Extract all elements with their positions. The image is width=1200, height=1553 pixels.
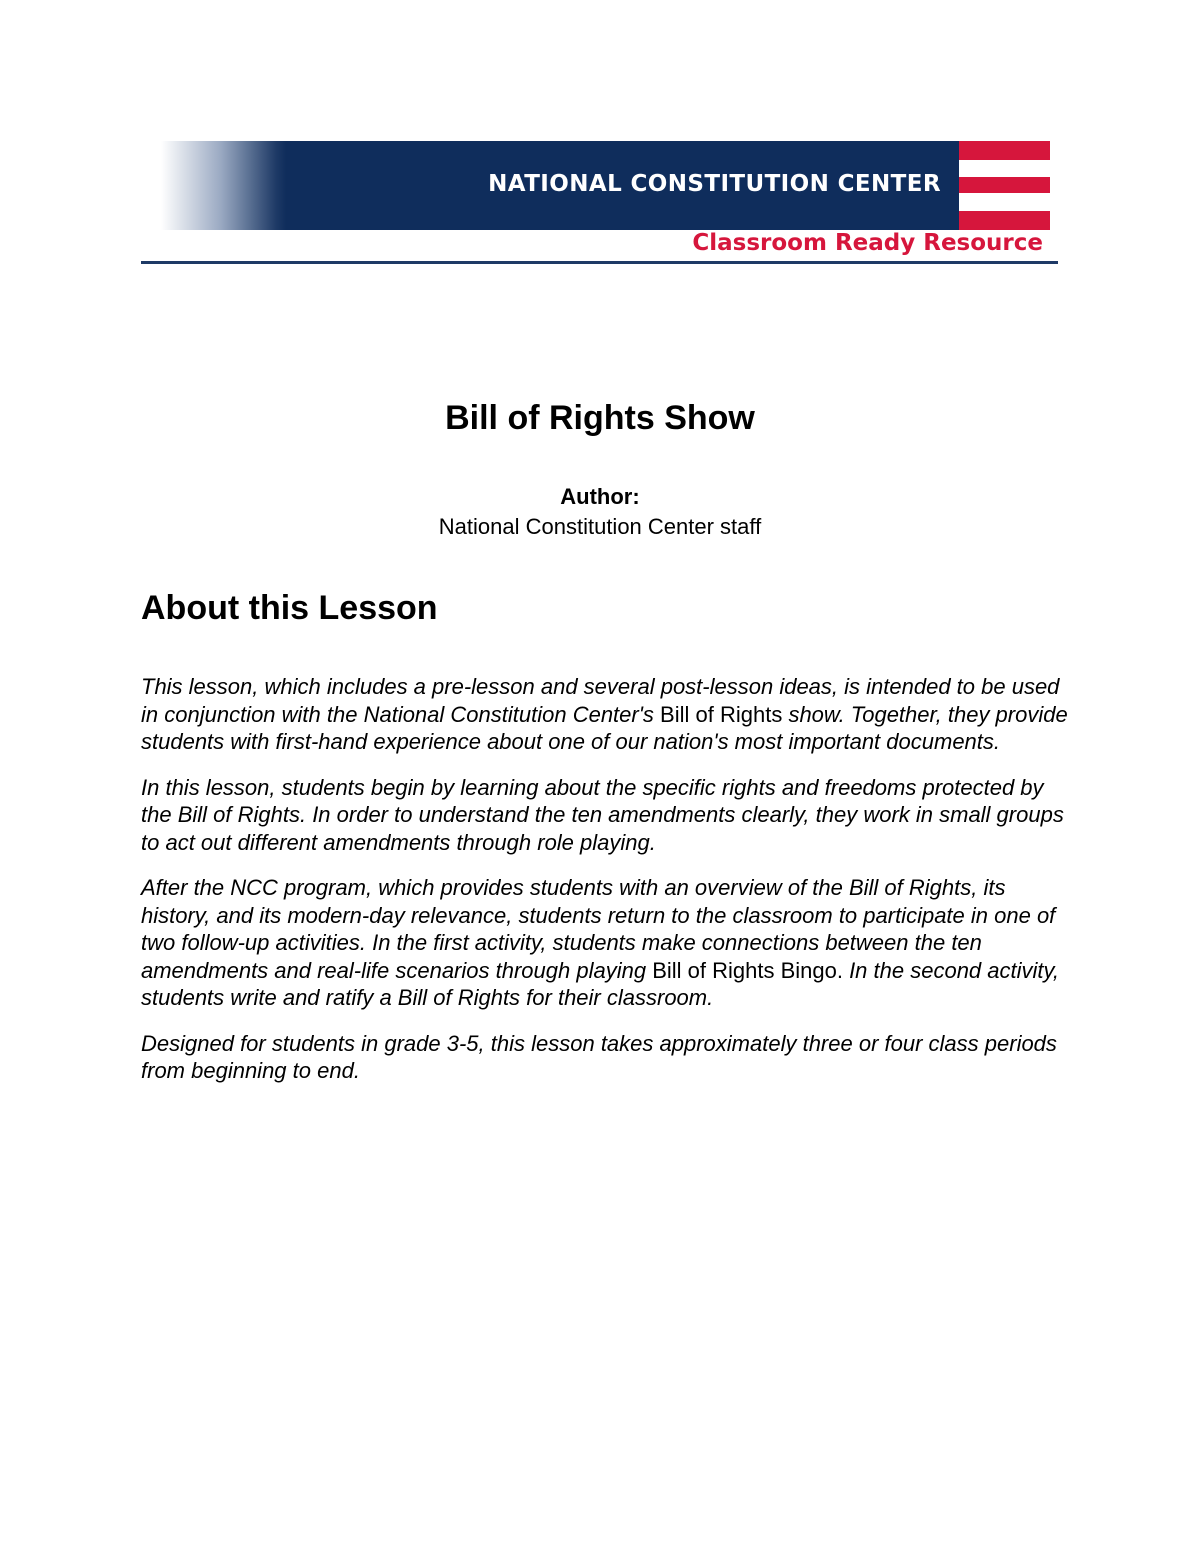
section-heading: About this Lesson bbox=[141, 589, 438, 627]
paragraph-text: After the NCC program, which provides students with an overview of the Bill of Rights, its history, and its modern-day relevance, students return to the classroom to participate in one of two follow-up activities. In the first activity, students make connections between the ten amendments and real-life scenarios through playing bbox=[141, 875, 1056, 983]
header-banner bbox=[141, 141, 1058, 266]
paragraph bbox=[141, 874, 1071, 1012]
author-name: National Constitution Center staff bbox=[438, 514, 762, 539]
show-title: Bill of Rights bbox=[660, 701, 783, 727]
header-divider bbox=[141, 261, 1058, 264]
author-label: Author: bbox=[560, 484, 640, 509]
flag-stripe bbox=[959, 177, 1050, 193]
lesson-body bbox=[141, 673, 1071, 1103]
document-title: Bill of Rights Show bbox=[445, 399, 755, 437]
banner-bar bbox=[151, 141, 959, 230]
paragraph bbox=[141, 673, 1071, 756]
paragraph-text: In the second activity, students write and ratify a Bill of Rights for their classroom. bbox=[141, 957, 1059, 1010]
paragraph: Designed for students in grade 3-5, this lesson takes approximately three or four class periods from beginning to end. bbox=[141, 1030, 1057, 1083]
flag-stripes-logo bbox=[959, 141, 1050, 230]
flag-stripe bbox=[959, 211, 1050, 230]
tagline: Classroom Ready Resource bbox=[692, 230, 1043, 256]
flag-stripe bbox=[959, 141, 1050, 160]
paragraph-text: show. Together, they provide students with first-hand experience about one of our nation's most important documents. bbox=[141, 701, 1068, 754]
paragraph-text: This lesson, which includes a pre-lesson and several post-lesson ideas, is intended to be used in conjunction with the National Constitution Center's bbox=[141, 674, 1060, 727]
organization-name: NATIONAL CONSTITUTION CENTER bbox=[488, 171, 941, 197]
activity-title: Bill of Rights Bingo. bbox=[652, 957, 843, 983]
paragraph: In this lesson, students begin by learning about the specific rights and freedoms protected by the Bill of Rights. In order to understand the ten amendments clearly, they work in small groups to act out different amendments through role playing. bbox=[141, 774, 1064, 855]
